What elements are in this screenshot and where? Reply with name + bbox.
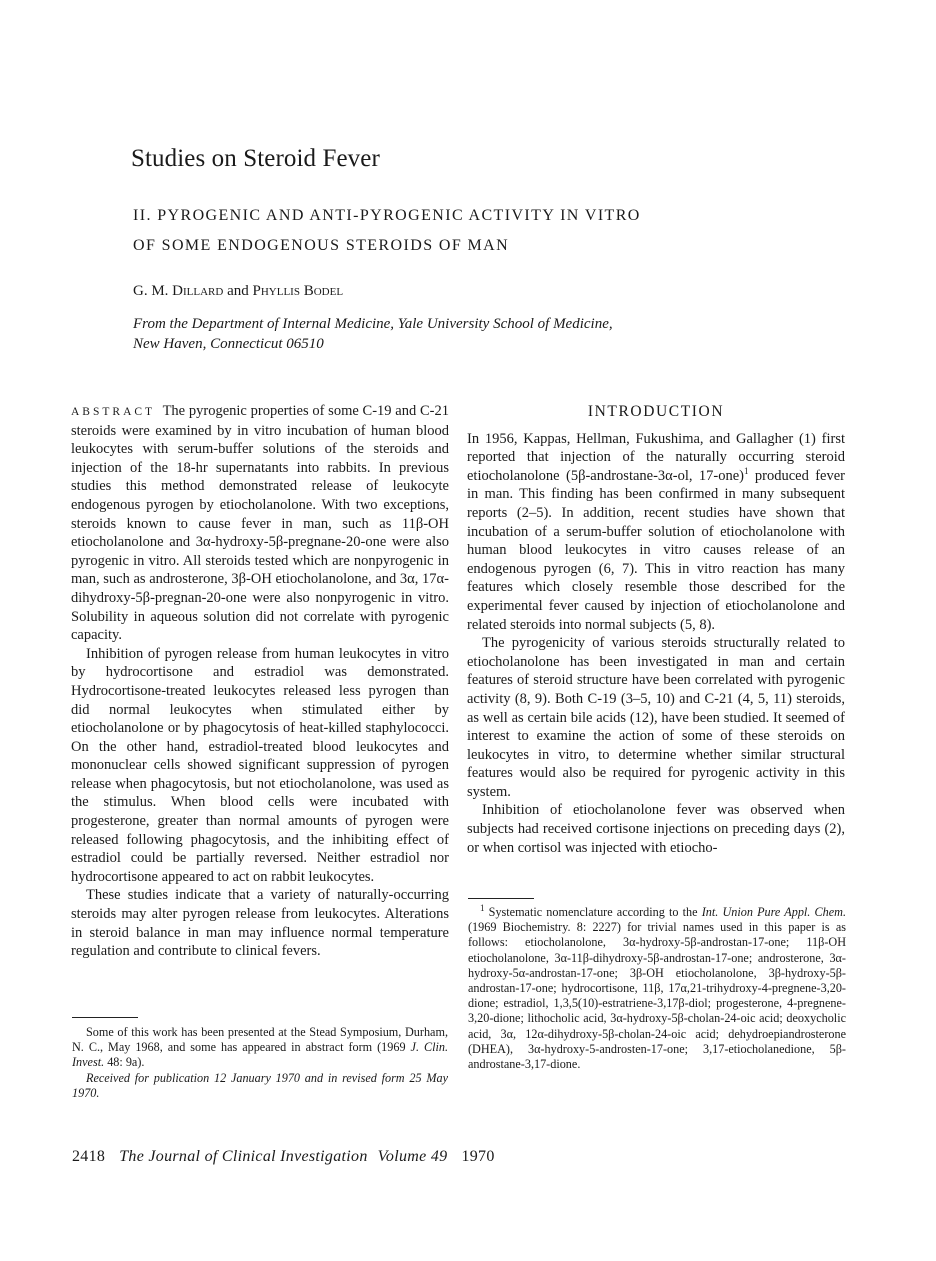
nomenclature-text-b: (1969 Biochemistry. 8: 2227) for trivial names used in this paper is as follows: etiocholanolone, 3α-hydroxy-5β-androstan-17-one; 11β-OH etiocholanolone, 3α-11β-dihydroxy-5β-androstan-17-one; androsterone, 3α-hydroxy-5α-androstan-17-one; 3β-OH etiocholanolone, 3β-hydroxy-5β-androstan-17-one; hydrocortisone, 11β, 17α,21-trihydroxy-4-pregnene-3,20-dione; estradiol, 1,3,5(10)-estratriene-3,17β-diol; progesterone, 4-pregnene-3,20-dione; lithocholic acid, 3α-hydroxy-5β-cholan-24-oic acid; deoxycholic acid, 3α, 12α-dihydroxy-5β-cholan-24-oic acid; dehydroepiandrosterone (DHEA), 3α-hydroxy-5-androsten-17-one; 3,17-etiocholanedione, 5β-androstane-3,17-dione. [468, 920, 846, 1072]
footnote-marker: 1 [743, 465, 749, 476]
intro-p1-text-b: produced fever in man. This finding has been confirmed in many subsequent reports (2–5). In addition, recent studies have shown that incubation of a serum-buffer solution of etiocholanolone with human blood leukocytes in vitro causes release of an endogenous pyrogen (6, 7). This in vitro reaction has many features which closely resemble those described for the experimental fever caused by injection of etiocholanolone and related steroids into normal subjects (5, 8). [467, 467, 845, 633]
affiliation [133, 314, 753, 354]
received-date: Received for publication 12 January 1970 and in revised form 25 May 1970. [72, 1070, 448, 1100]
introduction-column [467, 403, 845, 857]
abstract-column [71, 402, 449, 961]
footnote-divider-right [468, 898, 534, 899]
article-title: Studies on Steroid Fever [131, 145, 380, 172]
nomenclature-text-a: Systematic nomenclature according to the [484, 905, 702, 919]
nomenclature-footnote [468, 902, 846, 1072]
presentation-note-text: Some of this work has been presented at the Stead Symposium, Durham, N. C., May 1968, and some has appeared in abstract form (1969 [72, 1025, 448, 1055]
abstract-paragraph-1 [71, 402, 449, 645]
abstract-paragraph-3: These studies indicate that a variety of naturally-occurring steroids may alter pyrogen release from leukocytes. Alterations in steroid balance in man may influence normal temperature regulation and contribute to clinical fevers. [71, 887, 449, 960]
nomenclature-marker: 1 [480, 902, 485, 913]
subtitle-line-1: II. PYROGENIC AND ANTI-PYROGENIC ACTIVITY IN VITRO [133, 207, 641, 224]
introduction-heading: INTRODUCTION [587, 403, 725, 420]
presentation-footnote [72, 1025, 448, 1101]
page-footer [72, 1148, 495, 1166]
introduction-paragraph-3: Inhibition of etiocholanolone fever was observed when subjects had received cortisone injections on preceding days (2), or when cortisol was injected with etiocho- [467, 802, 845, 856]
nomenclature-journal: Int. Union Pure Appl. Chem. [701, 905, 846, 919]
nomenclature-note [468, 902, 846, 1072]
author-conjunction: and [223, 283, 253, 299]
intro-p1-text-a: In 1956, Kappas, Hellman, Fukushima, and Gallagher (1) first reported that injection of the naturally occurring steroid etiocholanolone (5β-androstane-3α-ol, 17-one) [467, 430, 845, 484]
author-bodel: Phyllis Bodel [252, 283, 344, 299]
journal-name: The Journal of Clinical Investigation [119, 1148, 368, 1165]
presentation-note-journal: J. Clin. Invest. [72, 1040, 448, 1070]
introduction-paragraph-1 [467, 430, 845, 635]
footnote-divider-left [72, 1017, 138, 1018]
abstract-label: ABSTRACT [71, 406, 156, 418]
abstract-paragraph-2: Inhibition of pyrogen release from human leukocytes in vitro by hydrocortisone and estradiol was demonstrated. Hydrocortisone-treated leukocytes released less pyrogen than did normal leukocytes when stimulated either by etiocholanolone or by phagocytosis of heat-killed staphylococci. On the other hand, estradiol-treated blood leukocytes and mononuclear cells showed significant suppression of pyrogen release when phagocytosis, but not etiocholanolone, was used as the stimulus. When blood cells were incubated with progesterone, greater than normal amounts of pyrogen were released following phagocytosis, and the inhibiting effect of estradiol could be partially reversed. Neither estradiol nor hydrocortisone appeared to act on rabbit leukocytes. [71, 645, 449, 885]
author-dillard: G. M. Dillard [133, 283, 224, 299]
article-subtitle [133, 201, 833, 261]
affiliation-line-1: From the Department of Internal Medicine, Yale University School of Medicine, [133, 316, 613, 332]
presentation-note [72, 1025, 448, 1071]
affiliation-line-2: New Haven, Connecticut 06510 [133, 336, 324, 352]
presentation-note-citation: 48: 9a). [104, 1055, 145, 1070]
author-line [133, 283, 343, 300]
abstract-text-1: The pyrogenic properties of some C-19 and C-21 steroids were examined by in vitro incubation of human blood leukocytes with serum-buffer solutions of the steroids and injection of the 18-hr supernatants into rabbits. In previous studies this method demonstrated release of leukocyte endogenous pyrogen by etiocholanolone. With two exceptions, steroids known to cause fever in man, such as 11β-OH etiocholanolone and 3α-hydroxy-5β-pregnane-20-one were also pyrogenic in vitro. All steroids tested which are nonpyrogenic in man, such as androsterone, 3β-OH etiocholanolone, and 3α, 17α-dihydroxy-5β-pregnan-20-one were also nonpyrogenic in vitro. Solubility in aqueous solution did not correlate with pyrogenic capacity. [71, 403, 449, 644]
journal-volume: Volume 49 [377, 1148, 448, 1165]
journal-year: 1970 [461, 1148, 495, 1165]
subtitle-line-2: OF SOME ENDOGENOUS STEROIDS OF MAN [133, 237, 510, 254]
page-number: 2418 [72, 1148, 106, 1165]
introduction-paragraph-2: The pyrogenicity of various steroids structurally related to etiocholanolone has been investigated in man and certain features of steroid structure have been correlated with pyrogenic activity (8, 9). Both C-19 (3–5, 10) and C-21 (4, 5, 11) steroids, as well as certain bile acids (12), have been studied. It seemed of interest to examine the action of some of these steroids on leukocytes in vitro, to determine whether similar structural features would also be required for pyrogenic activity in this system. [467, 635, 845, 800]
